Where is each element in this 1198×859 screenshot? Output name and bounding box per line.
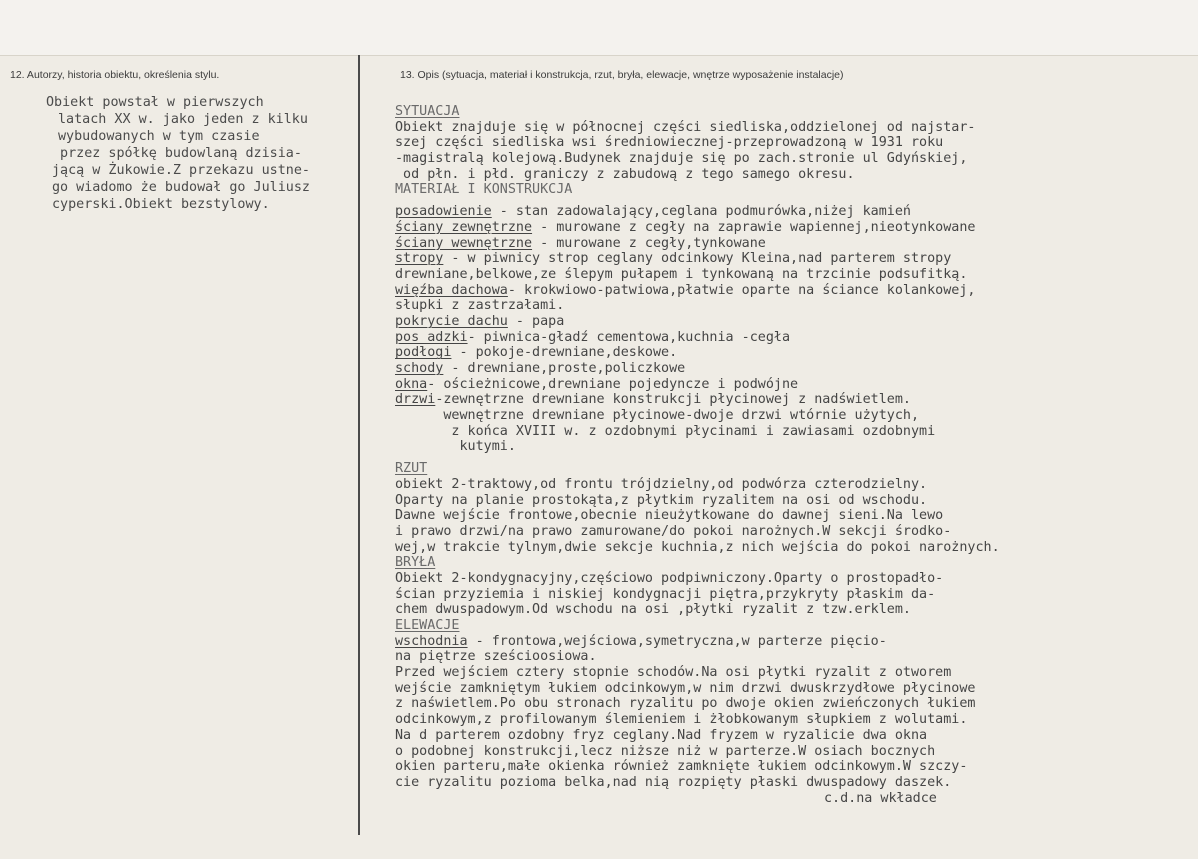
- heading-material: MATERIAŁ I KONSTRUKCJA: [395, 182, 573, 198]
- term-podlogi: podłogi: [395, 345, 452, 361]
- elewacje-line: cie ryzalitu pozioma belka,nad nią rozpięty płaski dwuspadowy daszek.: [395, 774, 952, 790]
- rzut-line: wej,w trakcie tylnym,dwie sekcje kuchnia,z nich wejścia do pokoi narożnych.: [395, 539, 1000, 555]
- bryla-line: chem dwuspadowym.Od wschodu na osi ,płytki ryzalit z tzw.erklem.: [395, 602, 911, 618]
- heading-sytuacja: SYTUACJA: [395, 104, 460, 119]
- term-posadzki: pos adzki: [395, 329, 468, 345]
- history-line: go wiadomo że budował go Juliusz: [52, 180, 310, 195]
- elewacje-line: odcinkowym,z profilowanym ślemieniem i żłobkowanym słupkiem z wolutami.: [395, 712, 968, 728]
- top-margin: [0, 0, 1198, 56]
- sytuacja-line: szej części siedliska wsi średniowiecznej-przeprowadzoną w 1931 roku: [395, 135, 944, 151]
- heading-bryla: BRYŁA: [395, 555, 436, 571]
- description-text: [395, 104, 1185, 806]
- heading-elewacje: ELEWACJE: [395, 618, 460, 633]
- rzut-line: i prawo drzwi/na prawo zamurowane/do pokoi narożnych.W sekcji środko-: [395, 523, 952, 539]
- material-text: -zewnętrzne drewniane konstrukcji płycinowej z nadświetlem.: [435, 392, 911, 408]
- material-text: - w piwnicy strop ceglany odcinkowy Kleina,nad parterem stropy: [443, 251, 952, 267]
- sytuacja-line: -magistralą kolejową.Budynek znajduje się po zach.stronie ul Gdyńskiej,: [395, 151, 968, 167]
- elewacje-line: okien parteru,małe okienka również zamknięte łukiem odcinkowym.W szczy-: [395, 759, 968, 775]
- term-schody: schody: [395, 361, 444, 376]
- continuation-note: c.d.na wkładce: [824, 790, 937, 806]
- material-text: - piwnica-gładź cementowa,kuchnia -cegła: [467, 329, 791, 345]
- term-wschodnia: wschodnia: [395, 633, 468, 649]
- rzut-line: Oparty na planie prostokąta,z płytkim ryzalitem na osi od wschodu.: [395, 492, 928, 508]
- rzut-line: Dawne wejście frontowe,obecnie nieużytkowane do dawnej sieni.Na lewo: [395, 508, 944, 524]
- history-line: wybudowanych w tym czasie: [58, 129, 260, 144]
- elewacje-line: Na d parterem ozdobny fryz ceglany.Nad fryzem w ryzalicie dwa okna: [395, 727, 928, 743]
- material-text: - murowane z cegły,tynkowane: [532, 235, 766, 251]
- material-text: - pokoje-drewniane,deskowe.: [451, 345, 678, 361]
- history-line: jącą w Żukowie.Z przekazu ustne-: [52, 163, 310, 178]
- rzut-line: obiekt 2-traktowy,od frontu trójdzielny,od podwórza czterodzielny.: [395, 476, 928, 492]
- material-text: wewnętrzne drewniane płycinowe-dwoje drzwi wtórnie użytych,: [395, 408, 920, 424]
- material-text: - drewniane,proste,policzkowe: [443, 361, 686, 376]
- sytuacja-line: Obiekt znajduje się w północnej części siedliska,oddzielonej od najstar-: [395, 119, 976, 135]
- material-text: - papa: [507, 313, 565, 329]
- term-wiezba-dachowa: więźba dachowa: [395, 282, 508, 298]
- section-12-header: 12. Autorzy, historia obiektu, określenia stylu.: [10, 69, 220, 81]
- term-sciany-zewnetrzne: ściany zewnętrzne: [395, 219, 533, 235]
- term-drzwi: drzwi: [395, 392, 436, 408]
- heading-rzut: RZUT: [395, 461, 428, 477]
- material-text: drewniane,belkowe,ze ślepym pułapem i tynkowaną na trzcinie podsufitką.: [395, 266, 968, 282]
- term-posadowienie: posadowienie: [395, 204, 492, 220]
- history-line: przez spółkę budowlaną dzisia-: [52, 146, 302, 161]
- material-text: z końca XVIII w. z ozdobnymi płycinami i zawiasami ozdobnymi: [395, 423, 936, 439]
- sytuacja-line: od płn. i płd. graniczy z zabudową z tego samego okresu.: [395, 166, 855, 182]
- term-okna: okna: [395, 376, 428, 392]
- elewacje-line: o podobnej konstrukcji,lecz niższe niż w parterze.W osiach bocznych: [395, 743, 936, 759]
- term-sciany-wewnetrzne: ściany wewnętrzne: [395, 235, 533, 251]
- elewacje-line: na piętrze sześcioosiowa.: [395, 649, 597, 665]
- term-pokrycie-dachu: pokrycie dachu: [395, 313, 508, 329]
- history-line: cyperski.Obiekt bezstylowy.: [52, 197, 270, 212]
- material-text: kutymi.: [395, 439, 516, 455]
- elewacje-line: wejście zamkniętym łukiem odcinkowym,w nim drzwi dwuskrzydłowe płycinowe: [395, 680, 976, 696]
- history-text: [46, 94, 366, 213]
- material-text: - ościeżnicowe,drewniane pojedyncze i podwójne: [427, 376, 799, 392]
- elewacje-line: Przed wejściem cztery stopnie schodów.Na osi płytki ryzalit z otworem: [395, 665, 952, 681]
- history-line: latach XX w. jako jeden z kilku: [58, 112, 308, 127]
- material-text: - murowane z cegły na zaprawie wapiennej,nieotynkowane: [532, 219, 976, 235]
- history-line: Obiekt powstał w pierwszych: [46, 95, 264, 110]
- material-text: słupki z zastrzałami.: [395, 298, 565, 314]
- term-stropy: stropy: [395, 251, 444, 267]
- bryla-line: ścian przyziemia i niskiej kondygnacji piętra,przykryty płaskim da-: [395, 586, 936, 602]
- material-text: - stan zadowalający,ceglana podmurówka,niżej kamień: [491, 204, 911, 220]
- section-13-header: 13. Opis (sytuacja, materiał i konstrukcja, rzut, bryła, elewacje, wnętrze wyposażenie instalacje): [400, 69, 844, 81]
- elewacje-text: - frontowa,wejściowa,symetryczna,w parterze pięcio-: [467, 633, 887, 649]
- bryla-line: Obiekt 2-kondygnacyjny,częściowo podpiwniczony.Oparty o prostopadło-: [395, 570, 944, 586]
- material-text: - krokwiowo-patwiowa,płatwie oparte na ściance kolankowej,: [507, 282, 976, 298]
- elewacje-line: z naświetlem.Po obu stronach ryzalitu po dwoje okien zwieńczonych łukiem: [395, 696, 976, 712]
